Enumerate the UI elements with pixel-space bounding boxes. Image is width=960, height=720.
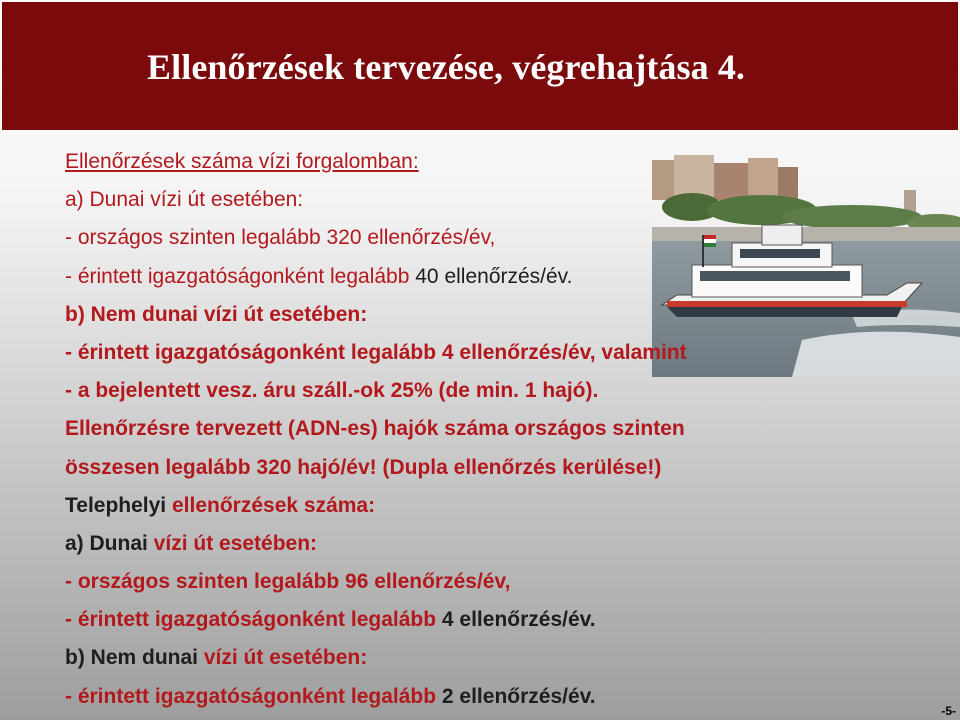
text-line [65, 601, 945, 639]
text-line [65, 563, 945, 601]
text-segment: b) Nem dunai [65, 302, 199, 326]
text-line [65, 334, 945, 372]
text-line [65, 449, 945, 487]
text-segment: - országos szinten legalább 96 ellenőrzés/év, [65, 570, 511, 594]
text-line [65, 487, 945, 525]
text-segment: 4 ellenőrzés/év. [436, 608, 596, 632]
text-segment: a) Dunai [65, 531, 148, 555]
page-number: -5- [941, 704, 956, 718]
text-segment: összesen legalább 320 hajó/év! (Dupla ellenőrzés kerülése!) [65, 455, 662, 479]
text-segment: vízi út esetében: [147, 531, 318, 555]
title-bar [2, 2, 958, 130]
text-segment: - érintett igazgatóságonként legalább [65, 608, 437, 632]
text-segment: Ellenőrzésre tervezett (ADN-es) hajók száma országos szinten [65, 417, 685, 441]
text-line [65, 296, 945, 334]
text-segment: - országos szinten legalább 320 ellenőrzés/év, [65, 226, 496, 250]
text-segment: vízi út esetében: [198, 302, 368, 326]
text-segment: a) Dunai vízi út esetében: [65, 188, 304, 212]
text-segment: Telephelyi [65, 493, 167, 517]
text-segment: Ellenőrzések száma [65, 150, 253, 173]
text-line [65, 372, 945, 410]
text-line [65, 258, 945, 296]
text-line [65, 678, 945, 716]
text-segment: - érintett igazgatóságonként legalább [65, 684, 437, 708]
text-line [65, 410, 945, 448]
text-line [65, 525, 945, 563]
text-line [65, 639, 945, 677]
text-segment: 2 ellenőrzés/év. [436, 684, 596, 708]
text-segment: - érintett igazgatóságonként legalább [65, 264, 410, 288]
text-segment: ellenőrzések száma: [166, 493, 376, 517]
text-line [65, 181, 945, 219]
text-segment: - érintett igazgatóságonként legalább 4 ellenőrzés/év, valamint [65, 340, 687, 364]
text-line [65, 219, 945, 257]
text-segment: - a bejelentett vesz. áru száll.-ok 25% (de min. 1 hajó). [65, 379, 599, 403]
slide-title: Ellenőrzések tervezése, végrehajtása 4. [147, 47, 746, 87]
slide-body [65, 143, 945, 716]
text-line [65, 143, 945, 181]
text-segment: vízi forgalomban: [252, 150, 419, 173]
text-segment: vízi út esetében: [198, 646, 368, 670]
text-segment: b) Nem dunai [65, 646, 199, 670]
text-segment: 40 ellenőrzés/év. [409, 264, 573, 288]
